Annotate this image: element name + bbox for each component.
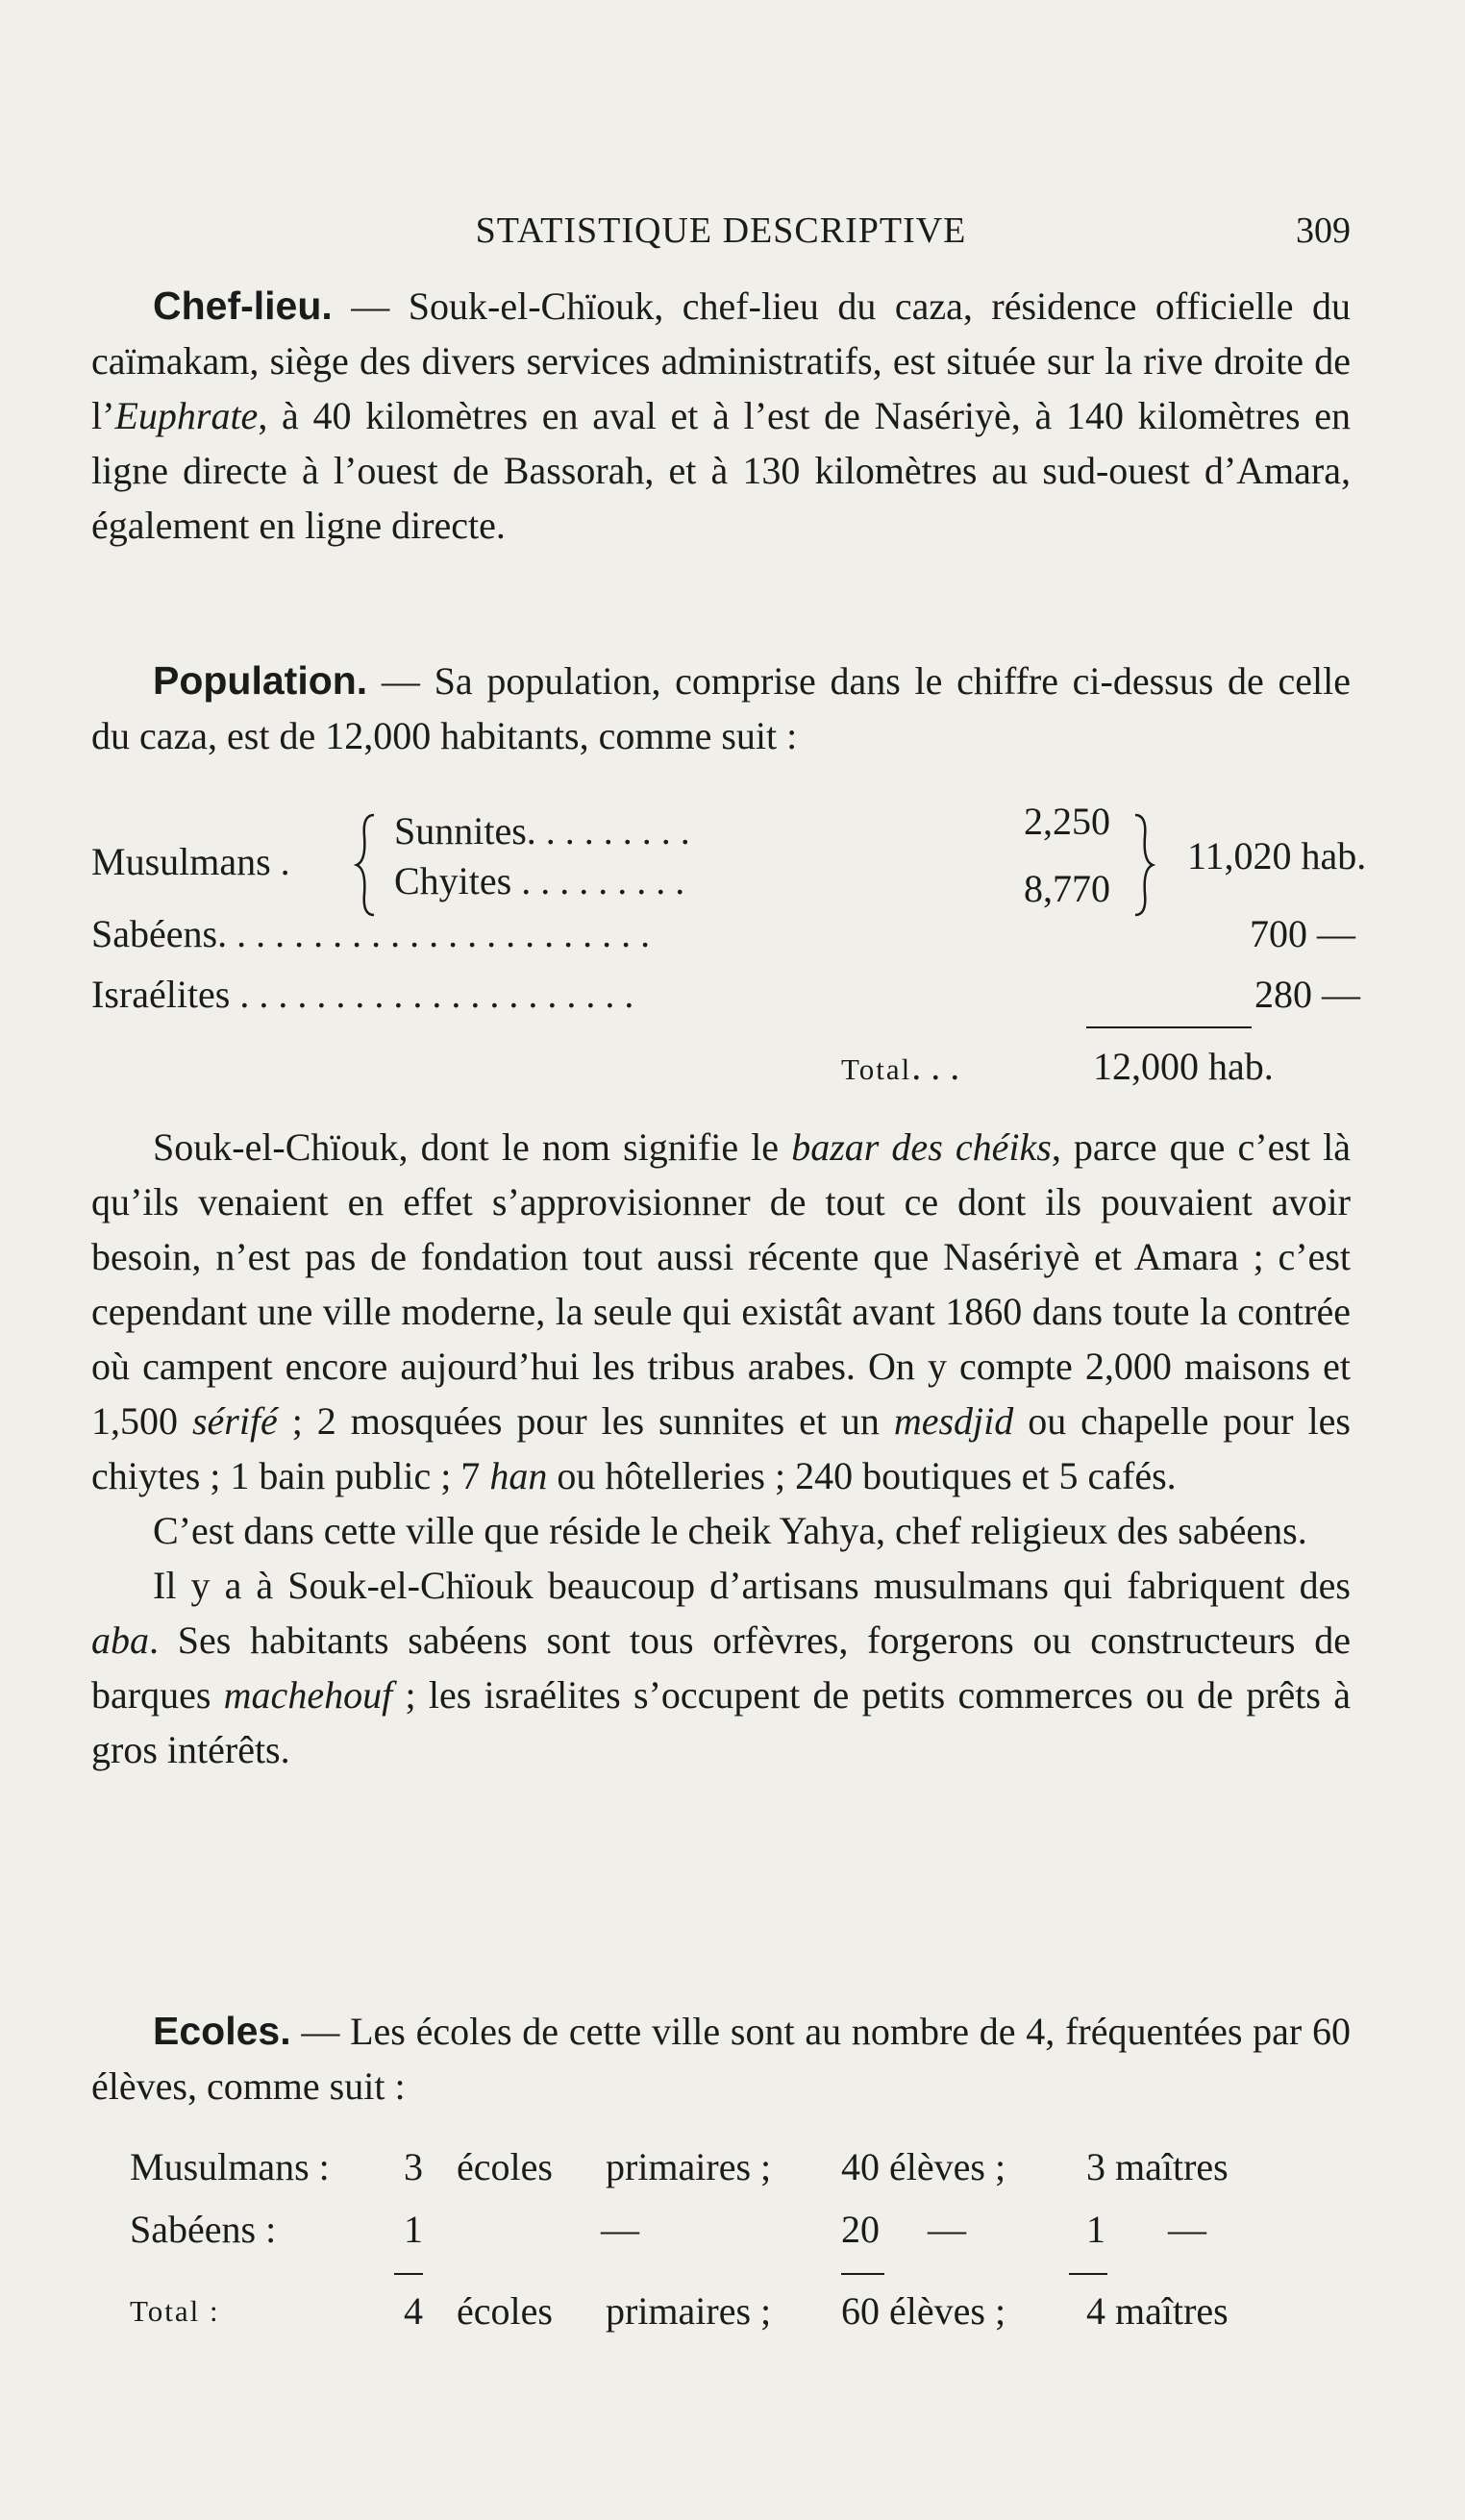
chyites-value: 8,770 — [1024, 867, 1110, 910]
ecoles-musulmans-primaires: primaires ; — [606, 2145, 772, 2188]
ecoles-musulmans-eleves: 40 élèves ; — [841, 2145, 1006, 2188]
musulmans-total: 11,020 hab. — [1187, 834, 1367, 877]
ecoles-maitres-rule — [1069, 2273, 1107, 2275]
ecoles-text: — Les écoles de cette ville sont au nombre de 4, fréquentées par 60 élèves, comme suit : — [91, 2010, 1351, 2108]
ecoles-sabeens-eleves: 20 — [841, 2208, 880, 2251]
souk-p3-text-b: . Ses habitants sabéens sont tous orfèvres, forgerons ou constructeurs de barques — [91, 1618, 1351, 1717]
ecoles-musulmans-maitres: 3 maîtres — [1086, 2145, 1229, 2188]
mesdjid-term: mesdjid — [893, 1399, 1014, 1443]
souk-p1-text-d: ou chapelle pour les chiytes ; 1 bain public ; 7 — [91, 1399, 1351, 1497]
population-paragraph — [91, 654, 1351, 763]
ecoles-total-maitres: 4 maîtres — [1086, 2289, 1229, 2333]
machehouf-term: machehouf — [223, 1673, 393, 1717]
chyites-label: Chyites . . . . . . . . . — [394, 859, 685, 902]
sunnites-value: 2,250 — [1024, 800, 1110, 843]
page-number: 309 — [1296, 210, 1351, 251]
ecoles-sabeens-maitres: 1 — [1086, 2208, 1105, 2251]
souk-p1-text-a: Souk-el-Chïouk, dont le nom signifie le — [153, 1125, 792, 1169]
israelites-label: Israélites . . . . . . . . . . . . . . . . . . . . . — [91, 973, 634, 1016]
souk-paragraph-1 — [91, 1120, 1351, 1503]
souk-p3-text-a: Il y a à Souk-el-Chïouk beaucoup d’artisans musulmans qui fabriquent des — [153, 1564, 1351, 1607]
souk-paragraph-3 — [91, 1558, 1351, 1777]
souk-paragraph-2: C’est dans cette ville que réside le cheik Yahya, chef religieux des sabéens. — [153, 1509, 1307, 1552]
souk-section — [91, 1120, 1351, 1777]
population-heading: Population. — [153, 658, 368, 703]
left-brace — [353, 811, 380, 919]
ecoles-schools-rule — [394, 2273, 423, 2275]
right-brace — [1130, 811, 1156, 919]
chef-lieu-section — [91, 279, 1351, 553]
ecoles-section — [91, 2004, 1351, 2113]
ecoles-heading: Ecoles. — [153, 2009, 291, 2053]
ecoles-total-primaires: primaires ; — [606, 2289, 772, 2333]
chef-lieu-text-2: , à 40 kilomètres en aval et à l’est de Nasériyè, à 140 kilomètres en ligne directe à l’ouest de Bassorah, et à 130 kilomètres au sud-ouest d’Amara, également en ligne directe. — [91, 394, 1351, 547]
ecoles-total-ecoles: écoles — [457, 2289, 553, 2333]
population-text: — Sa population, comprise dans le chiffre ci-dessus de celle du caza, est de 12,000 habitants, comme suit : — [91, 659, 1351, 757]
ecoles-musulmans-schools: 3 — [404, 2145, 423, 2188]
euphrate-term: Euphrate — [114, 394, 259, 437]
ecoles-total-eleves: 60 élèves ; — [841, 2289, 1006, 2333]
total-label: Total — [841, 1052, 912, 1086]
ecoles-eleves-rule — [841, 2273, 884, 2275]
sabeens-value: 700 — — [1250, 912, 1355, 955]
ecoles-sabeens-schools: 1 — [404, 2208, 423, 2251]
ecoles-musulmans-label: Musulmans : — [130, 2145, 330, 2188]
sabeens-label: Sabéens. . . . . . . . . . . . . . . . . . . . . . . — [91, 912, 651, 955]
ecoles-total-schools: 4 — [404, 2289, 423, 2333]
total-value: 12,000 hab. — [1093, 1045, 1274, 1088]
chef-lieu-paragraph — [91, 279, 1351, 553]
population-total-rule — [1086, 1026, 1252, 1028]
israelites-value: 280 — — [1254, 973, 1360, 1016]
population-total-row — [91, 1043, 1351, 1100]
sunnites-label: Sunnites. . . . . . . . . — [394, 809, 690, 852]
aba-term: aba — [91, 1618, 149, 1662]
chef-lieu-heading: Chef-lieu. — [153, 284, 333, 328]
souk-p3-text-c: ; les israélites s’occupent de petits commerces ou de prêts à gros intérêts. — [91, 1673, 1351, 1771]
total-dots: . . . — [911, 1045, 960, 1088]
running-title: STATISTIQUE DESCRIPTIVE — [475, 210, 967, 251]
bazar-des-cheiks-term: bazar des chéiks — [791, 1125, 1052, 1169]
population-section — [91, 654, 1351, 763]
running-header — [91, 210, 1351, 263]
souk-p1-text-b: , parce que c’est là qu’ils venaient en effet s’approvisionner de tout ce dont ils pouvaient avoir besoin, n’est pas de fondation tout aussi récente que Nasériyè et Amara ; c’est cependant une ville moderne, la seule qui existât avant 1860 dans toute la contrée où campent encore aujourd’hui les tribus arabes. On y compte 2,000 maisons et 1,500 — [91, 1125, 1351, 1443]
population-table — [91, 788, 1367, 1076]
souk-p1-text-e: ou hôtelleries ; 240 boutiques et 5 cafés. — [547, 1454, 1177, 1497]
ecoles-musulmans-ecoles: écoles — [457, 2145, 553, 2188]
ecoles-sabeens-dash-1: — — [601, 2208, 639, 2251]
ecoles-sabeens-dash-3: — — [1168, 2208, 1206, 2251]
musulmans-label: Musulmans . — [91, 840, 290, 883]
ecoles-total-label: Total : — [130, 2294, 220, 2328]
population-total-caption — [841, 1043, 959, 1094]
serife-term: sérifé — [191, 1399, 278, 1443]
ecoles-sabeens-label: Sabéens : — [130, 2208, 277, 2251]
chef-lieu-text-1: — Souk-el-Chïouk, chef-lieu du caza, résidence officielle du caïmakam, siège des divers services administratifs, est située sur la rive droite de l’ — [91, 284, 1351, 437]
han-term: han — [489, 1454, 548, 1497]
ecoles-sabeens-dash-2: — — [928, 2208, 966, 2251]
ecoles-table — [91, 2143, 1351, 2355]
souk-p1-text-c: ; 2 mosquées pour les sunnites et un — [277, 1399, 894, 1443]
ecoles-paragraph — [91, 2004, 1351, 2113]
